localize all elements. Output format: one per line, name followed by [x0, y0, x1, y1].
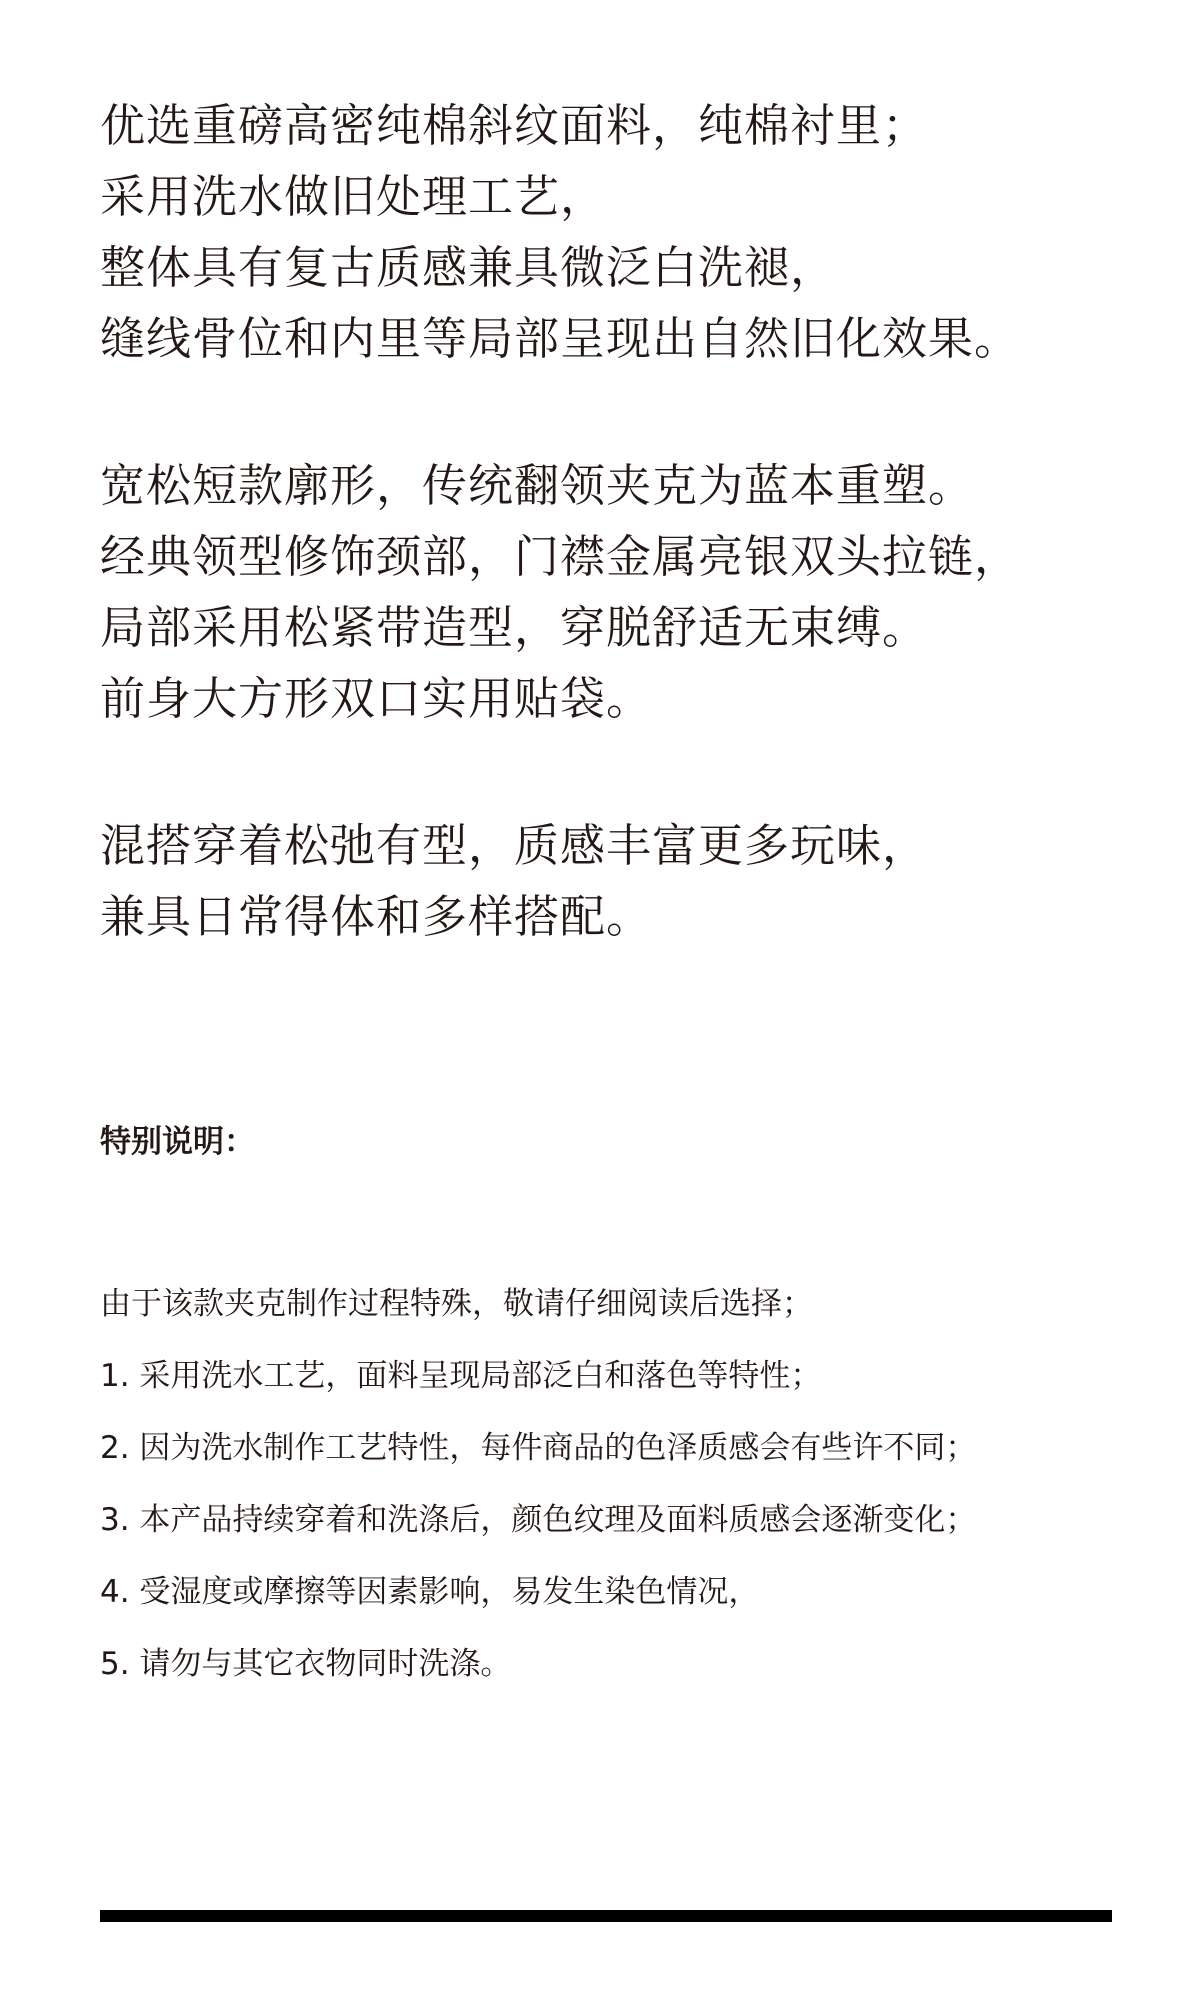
- styling-description-line: 混搭穿着松弛有型，质感丰富更多玩味，: [100, 819, 929, 872]
- design-description-paragraph: [100, 450, 1140, 734]
- special-note-item: 3. 本产品持续穿着和洗涤后，颜色纹理及面料质感会逐渐变化；: [100, 1502, 977, 1538]
- fabric-description-line: 缝线骨位和内里等局部呈现出自然旧化效果。: [100, 312, 1021, 365]
- special-note-item: 1. 采用洗水工艺，面料呈现局部泛白和落色等特性；: [100, 1358, 822, 1394]
- special-note-item: 5. 请勿与其它衣物同时洗涤。: [100, 1646, 512, 1682]
- special-note-item: 2. 因为洗水制作工艺特性，每件商品的色泽质感会有些许不同；: [100, 1430, 977, 1466]
- design-description-line: 经典领型修饰颈部，门襟金属亮银双头拉链，: [100, 530, 1021, 583]
- styling-description-paragraph: [100, 810, 1140, 952]
- fabric-description-paragraph: [100, 90, 1140, 374]
- special-notes-intro: 由于该款夹克制作过程特殊，敬请仔细阅读后选择；: [100, 1286, 813, 1322]
- fabric-description-line: 采用洗水做旧处理工艺，: [100, 170, 607, 223]
- design-description-line: 前身大方形双口实用贴袋。: [100, 672, 653, 725]
- fabric-description-line: 整体具有复古质感兼具微泛白洗褪，: [100, 241, 837, 294]
- design-description-line: 局部采用松紧带造型，穿脱舒适无束缚。: [100, 601, 929, 654]
- bottom-divider: [100, 1910, 1112, 1922]
- styling-description-line: 兼具日常得体和多样搭配。: [100, 890, 653, 943]
- design-description-line: 宽松短款廓形，传统翻领夹克为蓝本重塑。: [100, 459, 975, 512]
- special-notes-list: [100, 1268, 1160, 1700]
- fabric-description-line: 优选重磅高密纯棉斜纹面料，纯棉衬里；: [100, 99, 929, 152]
- special-notes-title: 特别说明：: [100, 1124, 255, 1160]
- special-note-item: 4. 受湿度或摩擦等因素影响，易发生染色情况，: [100, 1574, 760, 1610]
